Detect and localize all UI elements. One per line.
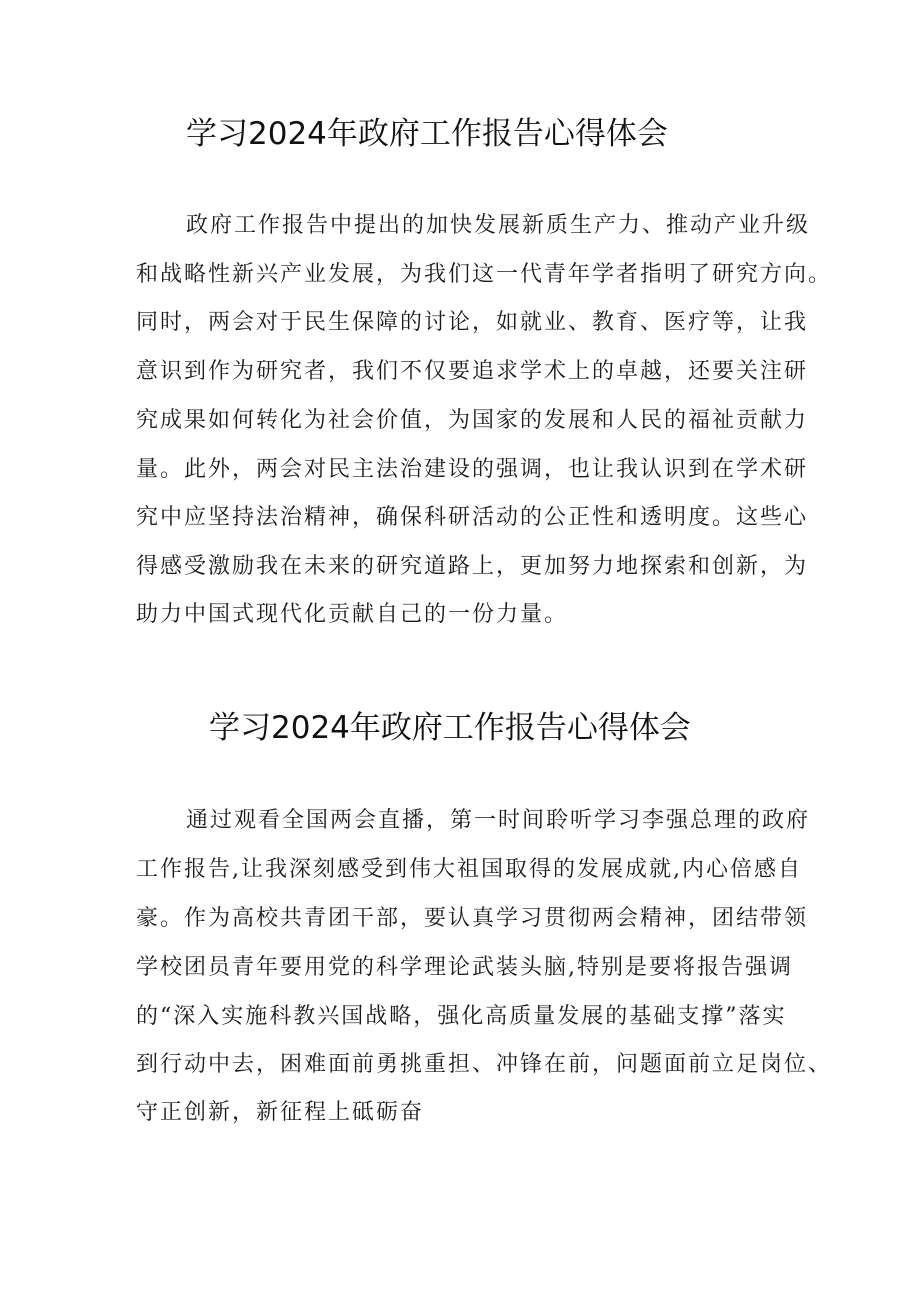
paragraph-line: 到行动中去，困难面前勇挑重担、冲锋在前，问题面前立足岗位、	[136, 1052, 833, 1077]
paragraph-line: 学校团员青年要用党的科学理论武装头脑,特别是要将报告强调	[136, 955, 793, 980]
section-title: 学习2024年政府工作报告心得体会	[209, 710, 691, 746]
paragraph-line: 量。此外，两会对民主法治建设的强调，也让我认识到在学术研	[136, 457, 809, 482]
paragraph-line: 同时，两会对于民生保障的讨论，如就业、教育、医疗等，让我	[136, 310, 809, 335]
paragraph-line: 得感受激励我在未来的研究道路上，更加努力地探索和创新，为	[136, 554, 809, 579]
section-title: 学习2024年政府工作报告心得体会	[186, 116, 668, 152]
paragraph-line: 工作报告,让我深刻感受到伟大祖国取得的发展成就,内心倍感自	[136, 857, 802, 882]
paragraph-line: 豪。作为高校共青团干部，要认真学习贯彻两会精神，团结带领	[136, 906, 809, 931]
paragraph-line: 究中应坚持法治精神，确保科研活动的公正性和透明度。这些心	[136, 505, 809, 530]
paragraph-line: 通过观看全国两会直播，第一时间聆听学习李强总理的政府	[186, 808, 811, 833]
paragraph-line: 究成果如何转化为社会价值，为国家的发展和人民的福祉贡献力	[136, 408, 809, 433]
paragraph-line: 守正创新，新征程上砥砺奋	[136, 1100, 425, 1125]
paragraph-line: 政府工作报告中提出的加快发展新质生产力、推动产业升级	[186, 213, 811, 238]
paragraph-line: 意识到作为研究者，我们不仅要追求学术上的卓越，还要关注研	[136, 359, 809, 384]
paragraph-line: 助力中国式现代化贡献自己的一份力量。	[136, 602, 569, 627]
paragraph-line: 的“深入实施科教兴国战略，强化高质量发展的基础支撑”落实	[136, 1004, 787, 1029]
paragraph-line: 和战略性新兴产业发展，为我们这一代青年学者指明了研究方向。	[136, 262, 833, 287]
